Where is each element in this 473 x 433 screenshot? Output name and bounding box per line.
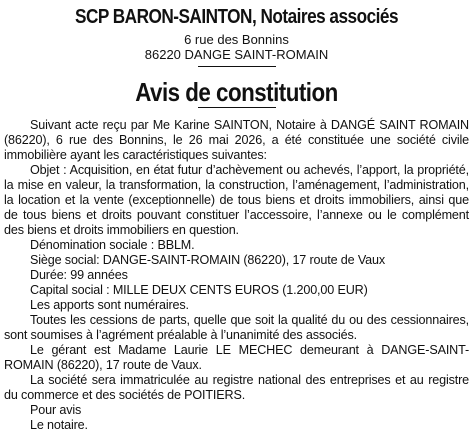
notice-paragraph-contributions: Les apports sont numéraires.	[30, 298, 189, 312]
notice-header	[4, 6, 469, 108]
notice-paragraph-intro: Suivant acte reçu par Me Karine SAINTON, Notaire à DANGÉ SAINT ROMAIN (86220), 6 rue des Bonnins, le 26 mai 2026, a été constituée une société civile immobilière ayant les caractéristiques suivantes:	[4, 118, 469, 162]
notice-paragraph-transfers: Toutes les cessions de parts, quelle que soit la qualité du ou des cessionnaires, sont soumises à l’agrément préalable à l’unanimité des associés.	[4, 313, 469, 342]
notice-body	[4, 118, 469, 433]
notice-paragraph-name: Dénomination sociale : BBLM.	[30, 238, 195, 252]
firm-name: SCP BARON-SAINTON, Notaires associés	[75, 6, 398, 28]
firm-street-address: 6 rue des Bonnins	[184, 32, 289, 47]
notice-paragraph-seat: Siège social: DANGE-SAINT-ROMAIN (86220), 17 route de Vaux	[30, 253, 386, 267]
notice-paragraph-pour-avis: Pour avis	[30, 403, 82, 417]
notice-paragraph-registration: La société sera immatriculée au registre national des entreprises et au registre du commerce et des sociétés de POITIERS.	[4, 373, 469, 402]
notice-title: Avis de constitution	[135, 77, 338, 107]
notice-paragraph-duration: Durée: 99 années	[30, 268, 128, 282]
notice-paragraph-object: Objet : Acquisition, en état futur d’achèvement ou achevés, l’apport, la propriété, la mise en valeur, la transformation, la construction, l’aménagement, l’administration, la location et la vente (exceptionnelle) de tous biens et droits immobiliers, ainsi que de tous biens et droits pouvant constituer l’accessoire, l’annexe ou le complément des biens et droits immobiliers en question.	[4, 163, 469, 237]
title-divider	[198, 107, 276, 108]
notice-paragraph-capital: Capital social : MILLE DEUX CENTS EUROS (1.200,00 EUR)	[30, 283, 368, 297]
header-divider	[198, 66, 276, 67]
notice-paragraph-signature: Le notaire.	[30, 418, 88, 432]
notice-paragraph-manager: Le gérant est Madame Laurie LE MECHEC demeurant à DANGE-SAINT-ROMAIN (86220), 17 route de Vaux.	[4, 343, 469, 372]
firm-city-address: 86220 DANGE SAINT-ROMAIN	[144, 47, 329, 62]
